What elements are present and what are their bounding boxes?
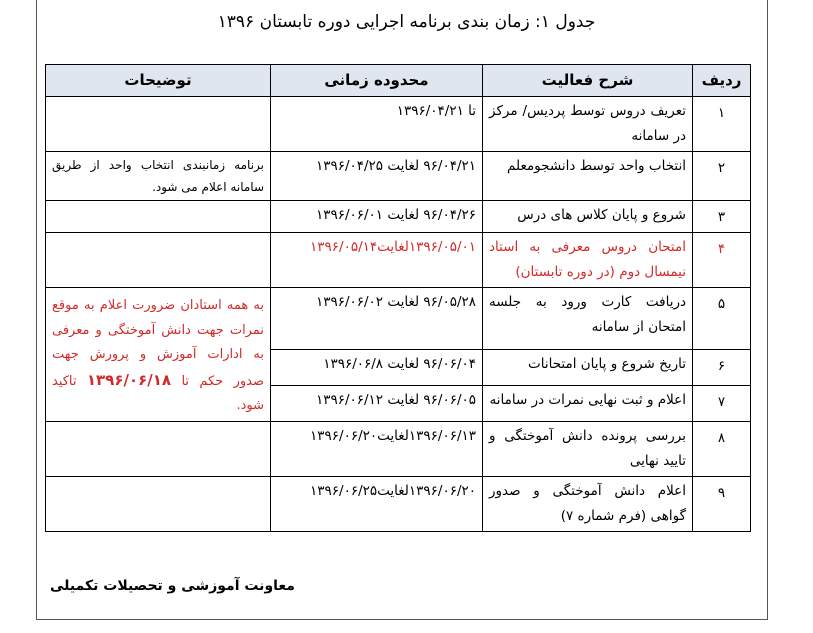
row-number: ۱ <box>693 97 751 152</box>
time-cell: ۹۶/۰۵/۲۸ لغایت ۱۳۹۶/۰۶/۰۲ <box>271 288 483 350</box>
time-cell: ۱۳۹۶/۰۵/۰۱لغایت۱۳۹۶/۰۵/۱۴ <box>271 233 483 288</box>
table-row <box>46 201 751 233</box>
time-cell: ۹۶/۰۶/۰۵ لغایت ۱۳۹۶/۰۶/۱۲ <box>271 385 483 421</box>
time-cell: ۱۳۹۶/۰۶/۱۳لغایت۱۳۹۶/۰۶/۲۰ <box>271 421 483 476</box>
footer-signature: معاونت آموزشی و تحصیلات تکمیلی <box>50 578 295 594</box>
note-cell <box>46 97 271 152</box>
note-cell <box>46 421 271 476</box>
activity-cell: امتحان دروس معرفی به استاد نیمسال دوم (در دوره تابستان) <box>483 233 693 288</box>
merged-note-suffix: تاکید شود. <box>52 373 264 413</box>
table-row <box>46 476 751 531</box>
activity-cell: تاریخ شروع و پایان امتحانات <box>483 349 693 385</box>
time-cell: ۹۶/۰۴/۲۱ لغایت ۱۳۹۶/۰۴/۲۵ <box>271 152 483 201</box>
table-header-row <box>46 65 751 97</box>
note-cell <box>46 233 271 288</box>
table-caption: جدول ۱: زمان بندی برنامه اجرایی دوره تابستان ۱۳۹۶ <box>217 12 596 32</box>
table-row <box>46 152 751 201</box>
merged-note-date: ۱۳۹۶/۰۶/۱۸ <box>86 370 172 389</box>
time-cell: ۱۳۹۶/۰۶/۲۰لغایت۱۳۹۶/۰۶/۲۵ <box>271 476 483 531</box>
row-number: ۴ <box>693 233 751 288</box>
schedule-table <box>45 64 751 532</box>
note-cell: برنامه زمانبندی انتخاب واحد از طریق سامانه اعلام می شود. <box>46 152 271 201</box>
activity-cell: بررسی پرونده دانش آموختگی و تایید نهایی <box>483 421 693 476</box>
row-number: ۲ <box>693 152 751 201</box>
header-notes: توضیحات <box>46 65 271 97</box>
header-time-range: محدوده زمانی <box>271 65 483 97</box>
activity-cell: انتخاب واحد توسط دانشجومعلم <box>483 152 693 201</box>
table-row <box>46 97 751 152</box>
time-cell: ۹۶/۰۶/۰۴ لغایت ۱۳۹۶/۰۶/۸ <box>271 349 483 385</box>
note-cell <box>46 201 271 233</box>
row-number: ۸ <box>693 421 751 476</box>
row-number: ۶ <box>693 349 751 385</box>
row-number: ۹ <box>693 476 751 531</box>
time-cell: تا ۱۳۹۶/۰۴/۲۱ <box>271 97 483 152</box>
activity-cell: دریافت کارت ورود به جلسه امتحان از سامانه <box>483 288 693 350</box>
row-number: ۵ <box>693 288 751 350</box>
header-row-number: ردیف <box>693 65 751 97</box>
header-activity: شرح فعالیت <box>483 65 693 97</box>
activity-cell: اعلام دانش آموختگی و صدور گواهی (فرم شماره ۷) <box>483 476 693 531</box>
merged-note-text: به همه استادان ضرورت اعلام به موقع نمرات جهت دانش آموختگی و معرفی به ادارات آموزش و پرورش جهت صدور حکم تا <box>52 298 264 389</box>
activity-cell: اعلام و ثبت نهایی نمرات در سامانه <box>483 385 693 421</box>
activity-cell: شروع و پایان کلاس های درس <box>483 201 693 233</box>
row-number: ۷ <box>693 385 751 421</box>
table-row <box>46 421 751 476</box>
merged-note-cell <box>46 288 271 422</box>
note-cell <box>46 476 271 531</box>
time-cell: ۹۶/۰۴/۲۶ لغایت ۱۳۹۶/۰۶/۰۱ <box>271 201 483 233</box>
activity-cell: تعریف دروس توسط پردیس/ مرکز در سامانه <box>483 97 693 152</box>
row-number: ۳ <box>693 201 751 233</box>
table-row <box>46 233 751 288</box>
table-row <box>46 288 751 350</box>
